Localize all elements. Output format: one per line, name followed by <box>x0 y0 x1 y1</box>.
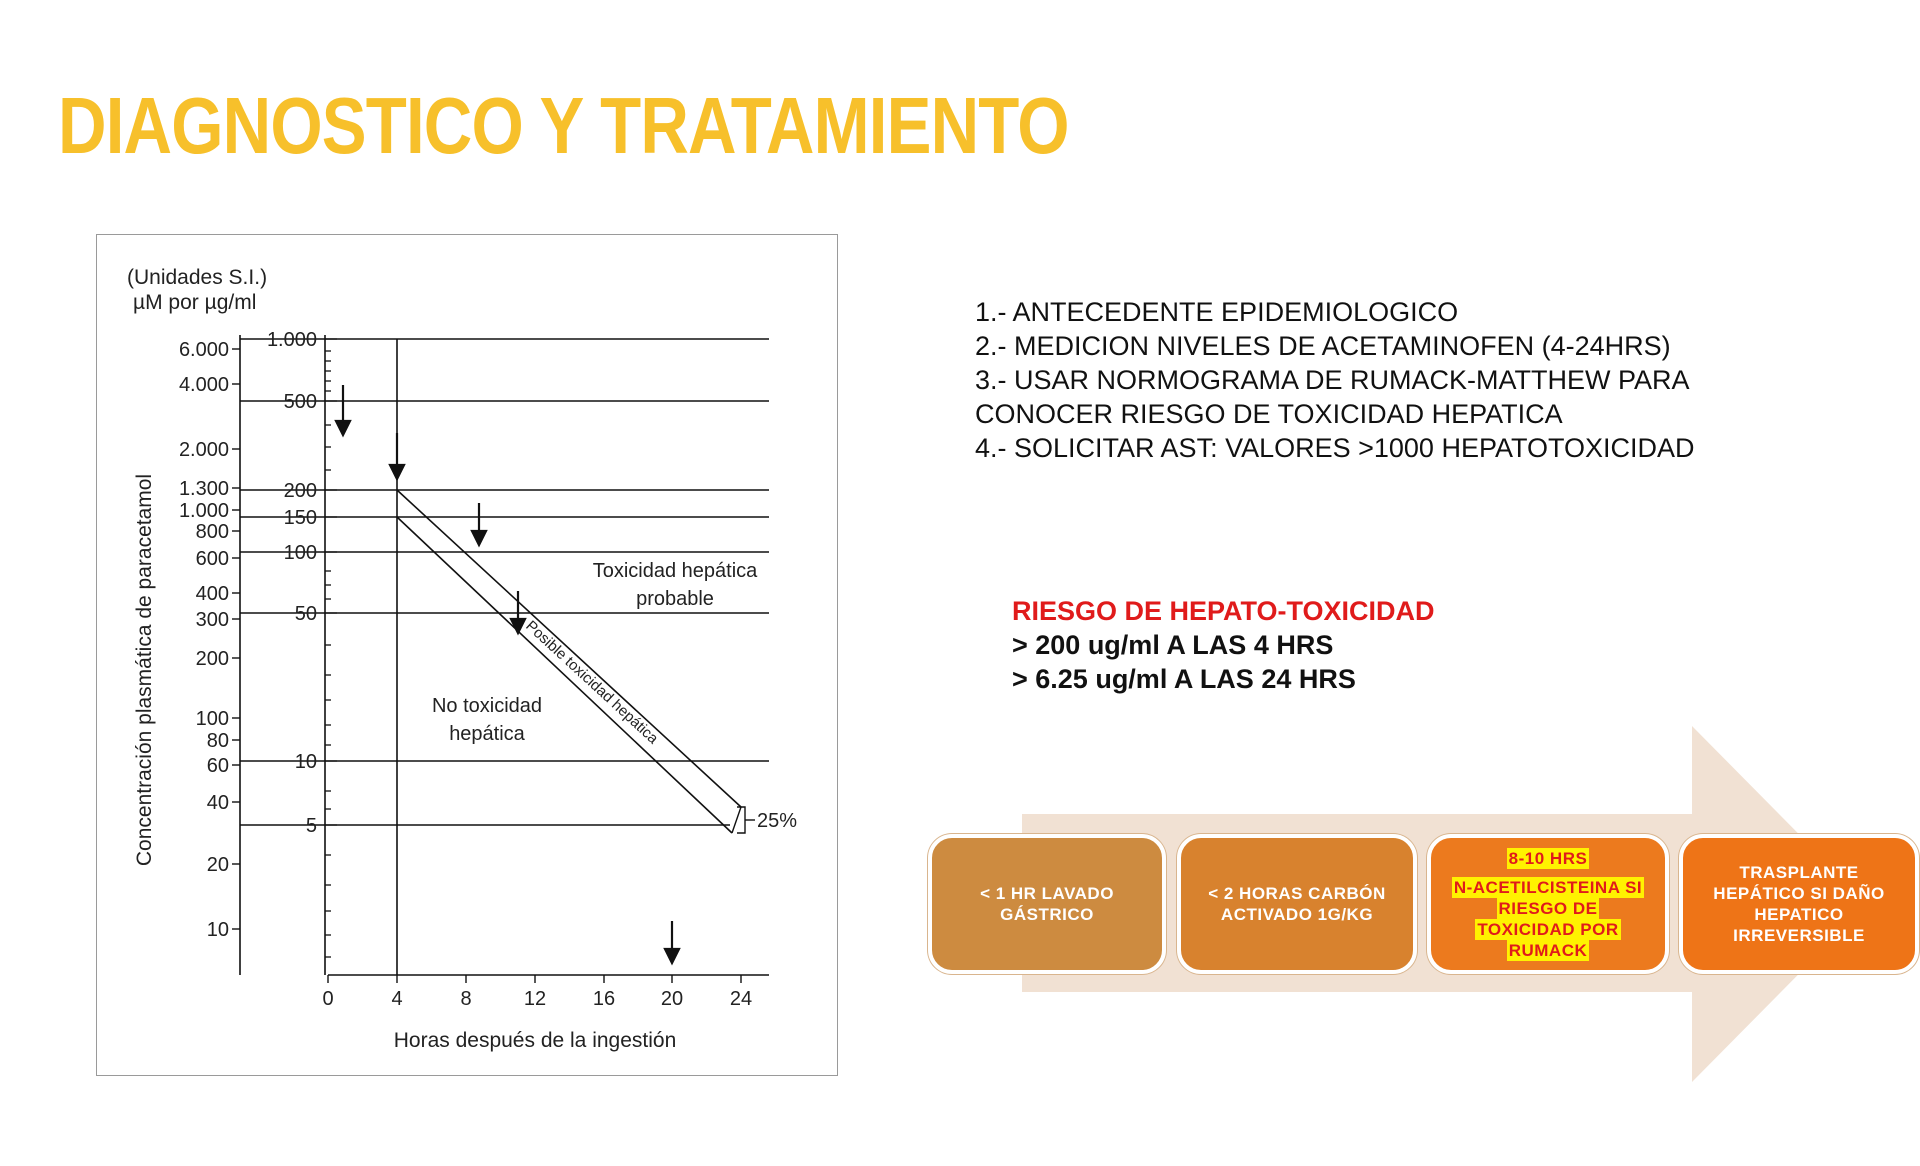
umol-tick: 1.000 <box>178 500 229 522</box>
umol-tick: 4.000 <box>178 374 229 396</box>
step-line: 4.- SOLICITAR AST: VALORES >1000 HEPATOTOXICIDAD <box>975 433 1695 463</box>
umol-tick: 600 <box>195 548 229 570</box>
treatment-step-transplant <box>1679 834 1919 974</box>
ugml-tick: 50 <box>294 603 317 625</box>
step-line: 1.- ANTECEDENTE EPIDEMIOLOGICO <box>975 297 1459 327</box>
pct-label: 25% <box>757 810 798 832</box>
umol-tick: 20 <box>206 854 229 876</box>
treatment-step-lavage-text: < 1 HR LAVADO GÁSTRICO <box>980 884 1114 924</box>
treatment-step-charcoal <box>1177 834 1417 974</box>
treatment-step-nac <box>1427 834 1669 974</box>
risk-line-1: > 200 ug/ml A LAS 4 HRS <box>1012 630 1334 660</box>
step-line: CONOCER RIESGO DE TOXICIDAD HEPATICA <box>975 399 1563 429</box>
treatment-step-nac-head: 8-10 HRS <box>1508 848 1588 868</box>
y-axis-label: Concentración plasmática de paracetamol <box>133 473 156 867</box>
ugml-tick: 10 <box>294 751 317 773</box>
x-tick: 16 <box>592 988 616 1010</box>
ugml-tick: 500 <box>283 391 317 413</box>
band-label: Posible toxicidad hepática <box>522 617 662 748</box>
page-title: DIAGNOSTICO Y TRATAMIENTO <box>58 81 1069 170</box>
x-tick: 24 <box>729 988 753 1010</box>
umol-tick: 80 <box>206 730 229 752</box>
ugml-tick: 100 <box>283 542 317 564</box>
risk-title: RIESGO DE HEPATO-TOXICIDAD <box>1012 596 1435 626</box>
zone-probable-line1: Toxicidad hepática <box>592 560 758 582</box>
umol-tick: 200 <box>195 648 229 670</box>
treatment-step-transplant-text: TRASPLANTE HEPÁTICO SI DAÑO HEPATICO IRREVERSIBLE <box>1713 863 1885 945</box>
x-axis-label: Horas después de la ingestión <box>393 1029 677 1052</box>
umol-tick: 300 <box>195 609 229 631</box>
treatment-step-nac-line2: RIESGO DE <box>1498 898 1598 918</box>
umol-tick: 60 <box>206 755 229 777</box>
zone-none-line1: No toxicidad <box>431 695 543 717</box>
step-line: 2.- MEDICION NIVELES DE ACETAMINOFEN (4-24HRS) <box>975 331 1671 361</box>
x-tick: 20 <box>660 988 684 1010</box>
umol-tick: 2.000 <box>178 439 229 461</box>
units-line1: (Unidades S.I.) <box>127 266 268 289</box>
ugml-tick: 150 <box>283 507 317 529</box>
umol-tick: 800 <box>195 521 229 543</box>
umol-tick: 400 <box>195 583 229 605</box>
umol-tick: 10 <box>206 919 229 941</box>
treatment-step-lavage <box>928 834 1166 974</box>
zone-probable-line2: probable <box>636 588 714 610</box>
step-line: 3.- USAR NORMOGRAMA DE RUMACK-MATTHEW PARA <box>975 365 1690 395</box>
x-tick: 0 <box>322 988 334 1010</box>
risk-line-2: > 6.25 ug/ml A LAS 24 HRS <box>1012 664 1356 694</box>
umol-tick: 6.000 <box>178 339 229 361</box>
umol-tick: 1.300 <box>178 478 229 500</box>
x-tick: 12 <box>523 988 547 1010</box>
ugml-tick: 200 <box>283 480 317 502</box>
treatment-step-nac-line1: N-ACETILCISTEINA SI <box>1453 877 1643 897</box>
treatment-step-nac-line4: RUMACK <box>1508 940 1588 960</box>
umol-tick: 40 <box>206 792 229 814</box>
treatment-step-charcoal-text: < 2 HORAS CARBÓN ACTIVADO 1G/KG <box>1208 884 1386 924</box>
ugml-tick: 1.000 <box>266 329 317 351</box>
ugml-tick: 5 <box>305 815 317 837</box>
zone-none-line2: hepática <box>449 723 525 745</box>
x-tick: 4 <box>391 988 403 1010</box>
x-tick: 8 <box>460 988 472 1010</box>
treatment-step-nac-line3: TOXICIDAD POR <box>1477 919 1619 939</box>
units-line2: µM por µg/ml <box>133 291 257 314</box>
umol-tick: 100 <box>195 708 229 730</box>
